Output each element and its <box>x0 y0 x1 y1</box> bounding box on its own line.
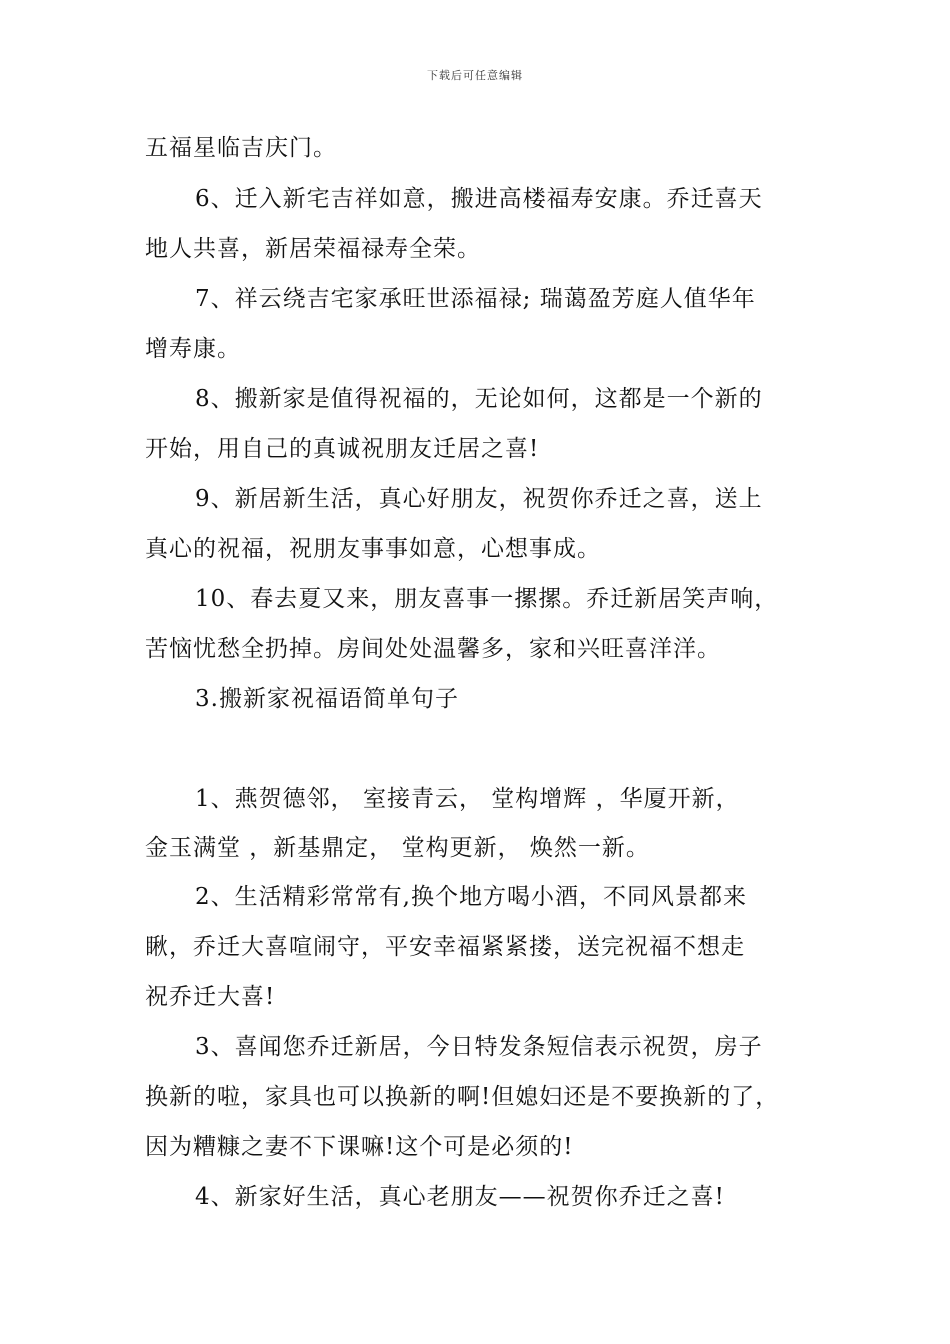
text-line: 地人共喜，新居荣福禄寿全荣。 <box>145 236 481 262</box>
page-header: 下载后可任意编辑 <box>427 69 523 82</box>
text-line: 真心的祝福，祝朋友事事如意，心想事成。 <box>145 536 601 562</box>
text-line: 开始，用自己的真诚祝朋友迁居之喜! <box>145 436 540 462</box>
text-line: 4、新家好生活，真心老朋友——祝贺你乔迁之喜! <box>195 1184 725 1210</box>
text-line: 金玉满堂 ，新基鼎定， 堂构更新， 焕然一新。 <box>145 835 650 861</box>
text-line: 瞅，乔迁大喜喧闹守，平安幸福紧紧搂，送完祝福不想走 <box>145 934 745 960</box>
text-line: 9、新居新生活，真心好朋友，祝贺你乔迁之喜，送上 <box>195 486 763 512</box>
section-heading: 3.搬新家祝福语简单句子 <box>195 686 459 712</box>
text-line: 苦恼忧愁全扔掉。房间处处温馨多，家和兴旺喜洋洋。 <box>145 636 721 662</box>
text-line: 1、燕贺德邻， 室接青云， 堂构增辉 ，华厦开新， <box>195 786 740 812</box>
text-line: 2、生活精彩常常有,换个地方喝小酒，不同风景都来 <box>195 884 747 910</box>
text-line: 祝乔迁大喜! <box>145 984 276 1010</box>
text-line: 3、喜闻您乔迁新居，今日特发条短信表示祝贺，房子 <box>195 1034 763 1060</box>
text-line: 换新的啦，家具也可以换新的啊!但媳妇还是不要换新的了， <box>145 1084 780 1110</box>
text-line: 因为糟糠之妻不下课嘛!这个可是必须的! <box>145 1134 574 1160</box>
text-line: 6、迁入新宅吉祥如意，搬进高楼福寿安康。乔迁喜天 <box>195 186 763 212</box>
text-line: 增寿康。 <box>145 336 241 362</box>
text-line: 五福星临吉庆门。 <box>145 135 337 161</box>
text-line: 10、春去夏又来，朋友喜事一摞摞。乔迁新居笑声响， <box>195 586 779 612</box>
text-line: 8、搬新家是值得祝福的，无论如何，这都是一个新的 <box>195 386 763 412</box>
text-line: 7、祥云绕吉宅家承旺世添福禄; 瑞蔼盈芳庭人值华年 <box>195 286 756 312</box>
